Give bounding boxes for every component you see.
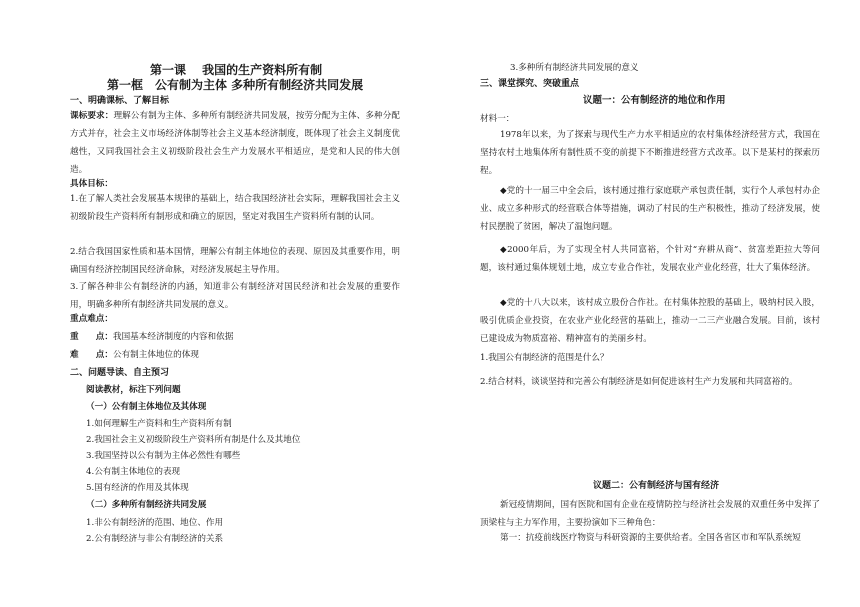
section-1-heading: 一、明确课标、了解目标 xyxy=(70,96,170,106)
goals-label: 具体目标： xyxy=(70,179,113,189)
material-1-paragraph-3: ◆2000年后，为了实现全村人共同富裕，个针对“弃耕从商”、贫富差距拉大等问题，该村通过集体规划土地，成立专业合作社，发展农业产业化经营，壮大了集体经济。 xyxy=(480,245,820,273)
goal-3: 3.了解各种非公有制经济的内涵，知道非公有制经济对国民经济和社会发展的重要作用，明确多种所有制经济共同发展的意义。 xyxy=(70,282,400,310)
keypoints-label: 重点难点： xyxy=(70,314,113,324)
difficulty-text: 公有制主体地位的体现 xyxy=(112,350,199,360)
subsection-1: （一）公有制主体地位及其体现 xyxy=(86,402,207,412)
topic-1-title: 议题一：公有制经济的地位和作用 xyxy=(583,95,726,106)
topic-2-title: 议题二：公有制经济与国有经济 xyxy=(593,481,720,491)
key-row xyxy=(70,331,233,343)
question-5: 5.国有经济的作用及其体现 xyxy=(86,483,189,493)
material-2-paragraph-1: 新冠疫情期间，国有医院和国有企业在疫情防控与经济社会发展的双重任务中发挥了顶梁柱与主力军作用，主要扮演如下三种角色： xyxy=(480,500,820,528)
section-3-heading: 三、课堂探究、突破重点 xyxy=(480,79,580,89)
material-1-paragraph-2: ◆党的十一届三中全会后，该村通过推行家庭联产承包责任制，实行个人承包村办企业、成立多种形式的经营联合体等措施，调动了村民的生产积极性，推动了经济发展，使村民摆脱了贫困，解决了温饱问题。 xyxy=(480,186,820,232)
material-1-paragraph-1: 1978年以来，为了探索与现代生产力水平相适应的农村集体经济经营方式，我国在坚持农村土地集体所有制性质不变的前提下不断推进经营方式改革。以下是某村的探索历程。 xyxy=(480,130,820,176)
right-question-2: 2.结合材料，谈谈坚持和完善公有制经济是如何促进该村生产力发展和共同富裕的。 xyxy=(480,377,798,387)
reading-instruction: 阅读教材，标注下列问题 xyxy=(86,385,181,395)
question-7: 2.公有制经济与非公有制经济的关系 xyxy=(86,534,224,544)
subsection-2: （二）多种所有制经济共同发展 xyxy=(86,500,207,510)
question-3: 3.我国坚持以公有制为主体必然性有哪些 xyxy=(86,451,241,461)
goal-2: 2.结合我国国家性质和基本国情，理解公有制主体地位的表现、原因及其重要作用，明确国有经济控制国民经济命脉，对经济发展起主导作用。 xyxy=(70,247,400,275)
frame-title: 第一框 公有制为主体 多种所有制经济共同发展 xyxy=(107,78,364,92)
key-text: 我国基本经济制度的内容和依据 xyxy=(112,332,234,342)
goal-1: 1.在了解人类社会发展基本规律的基础上，结合我国经济社会实际，理解我国社会主义初级阶段生产资料所有制形成和确立的原因，坚定对我国生产资料所有制的认同。 xyxy=(70,194,400,222)
question-4: 4.公有制主体地位的表现 xyxy=(86,467,181,477)
material-1-label: 材料一： xyxy=(480,114,515,124)
difficulty-row xyxy=(70,349,199,361)
material-1-paragraph-4: ◆党的十八大以来，该村成立股份合作社。在村集体控股的基础上，吸纳村民入股，吸引优质企业投资，在农业产业化经营的基础上，推动一二三产业融合发展。目前，该村已建设成为物质富裕、精神富有的美丽乡村。 xyxy=(480,298,820,344)
lesson-title: 第一课 我国的生产资料所有制 xyxy=(150,63,323,77)
material-2-paragraph-2: 第一：抗疫前线医疗物资与科研资源的主要供给者。全国各省区市和军队系统短 xyxy=(500,533,801,543)
question-2: 2.我国社会主义初级阶段生产资料所有制是什么及其地位 xyxy=(86,435,301,445)
right-question-1: 1.我国公有制经济的范围是什么？ xyxy=(480,353,609,363)
question-1: 1.如何理解生产资料和生产资料所有制 xyxy=(86,419,232,429)
section-2-heading: 二、问题导读、自主预习 xyxy=(70,368,170,378)
question-8: 3.多种所有制经济共同发展的意义 xyxy=(510,63,639,73)
difficulty-label: 难 点： xyxy=(70,350,113,360)
standard-requirement xyxy=(70,107,400,179)
key-label: 重 点： xyxy=(70,332,113,342)
standard-label: 课标要求： xyxy=(70,111,114,121)
question-6: 1.非公有制经济的范围、地位、作用 xyxy=(86,518,224,528)
standard-text: 理解公有制为主体、多种所有制经济共同发展，按劳分配为主体、多种分配方式并存，社会主义市场经济体制等社会主义基本经济制度，既体现了社会主义制度优越性，又同我国社会主义初级阶段社会生产力发展水平相适应，是党和人民的伟大创造。 xyxy=(70,111,400,175)
